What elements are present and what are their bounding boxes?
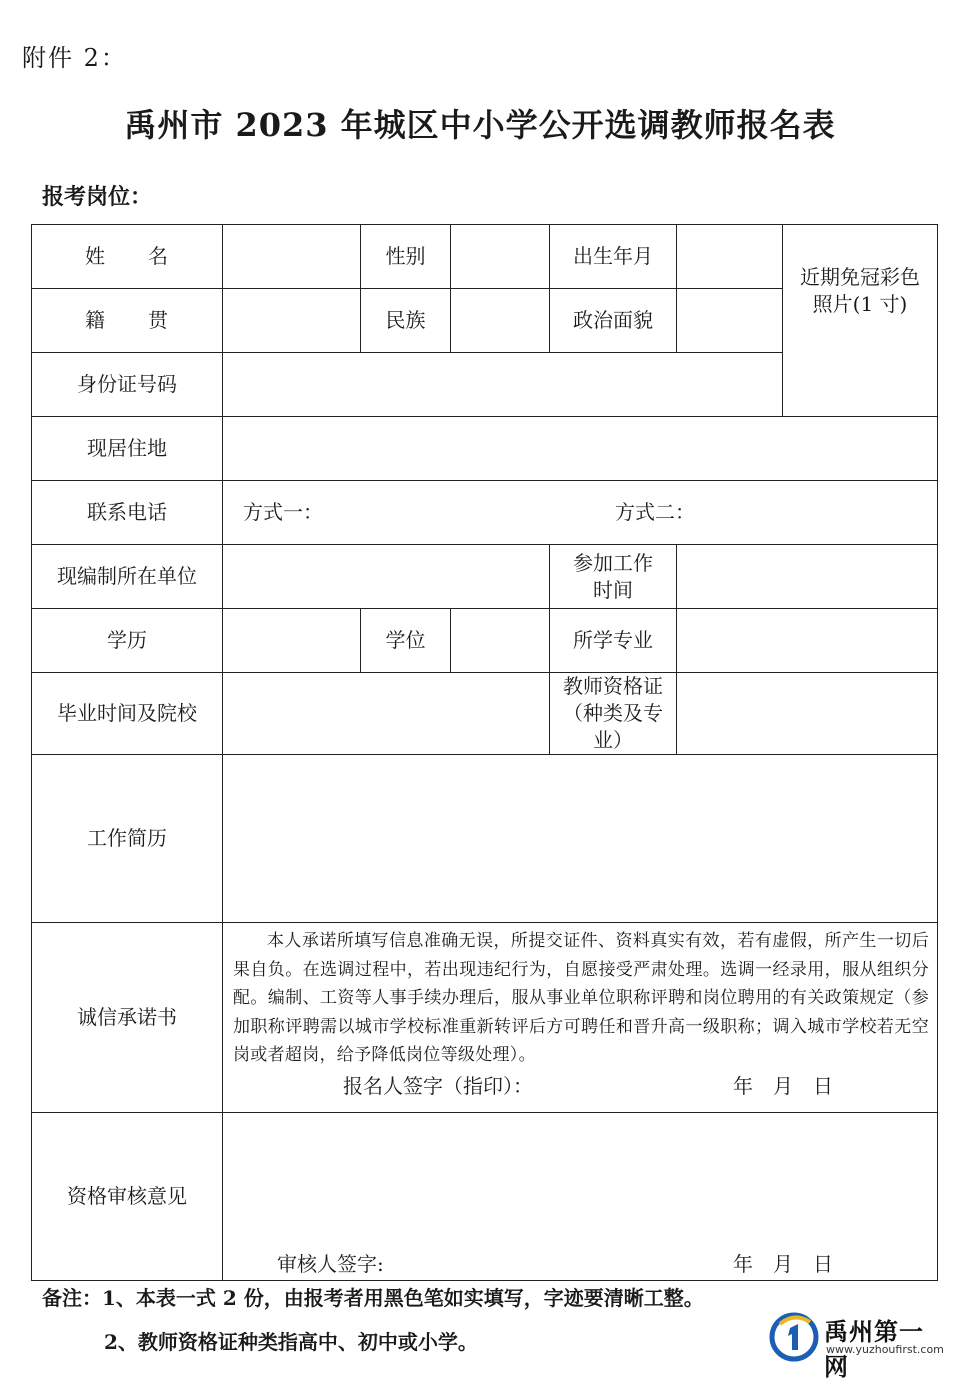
- native-place-field[interactable]: [223, 289, 361, 353]
- review-date-label: 年 月 日: [733, 1252, 833, 1276]
- birth-field[interactable]: [677, 225, 783, 289]
- registration-form-table: [31, 224, 938, 1281]
- photo-label: 近期免冠彩色照片(1 寸): [800, 264, 920, 316]
- photo-box[interactable]: [783, 225, 938, 417]
- name-field[interactable]: [223, 225, 361, 289]
- political-status-field[interactable]: [677, 289, 783, 353]
- phone-field[interactable]: [223, 481, 938, 545]
- native-place-label: 籍 贯: [32, 289, 223, 353]
- name-label: 姓 名: [32, 225, 223, 289]
- id-number-label: 身份证号码: [32, 353, 223, 417]
- phone-label: 联系电话: [32, 481, 223, 545]
- attachment-label: 附件 2：: [22, 44, 127, 72]
- teacher-cert-field[interactable]: [677, 673, 938, 755]
- graduation-field[interactable]: [223, 673, 550, 755]
- position-label: 报考岗位：: [42, 184, 153, 210]
- major-field[interactable]: [677, 609, 938, 673]
- current-unit-label: 现编制所在单位: [32, 545, 223, 609]
- phone-method1-label: 方式一：: [243, 500, 323, 524]
- ethnicity-field[interactable]: [451, 289, 550, 353]
- ethnicity-label: 民族: [361, 289, 451, 353]
- id-number-field[interactable]: [223, 353, 783, 417]
- review-box[interactable]: [223, 1113, 938, 1281]
- work-start-field[interactable]: [677, 545, 938, 609]
- teacher-cert-line1: 教师资格证: [563, 674, 663, 698]
- review-label: 资格审核意见: [32, 1113, 223, 1281]
- political-status-label: 政治面貌: [550, 289, 677, 353]
- graduation-label: 毕业时间及院校: [32, 673, 223, 755]
- form-title: 禹州市 2023 年城区中小学公开选调教师报名表: [124, 106, 836, 144]
- education-label: 学历: [32, 609, 223, 673]
- pledge-label: 诚信承诺书: [32, 923, 223, 1113]
- logo-name: 禹州第一网: [824, 1318, 924, 1381]
- work-start-label: [550, 545, 677, 609]
- pledge-box: [223, 923, 938, 1113]
- pledge-sign-label: 报名人签字（指印）：: [343, 1074, 533, 1098]
- degree-field[interactable]: [451, 609, 550, 673]
- logo-url: www.yuzhoufirst.com: [826, 1343, 944, 1356]
- address-label: 现居住地: [32, 417, 223, 481]
- review-sign-label: 审核人签字:: [277, 1252, 384, 1276]
- note-2: 2、教师资格证种类指高中、初中或小学。: [104, 1330, 478, 1354]
- resume-label: 工作简历: [32, 755, 223, 923]
- major-label: 所学专业: [550, 609, 677, 673]
- note-1: 备注：1、本表一式 2 份，由报考者用黑色笔如实填写，字迹要清晰工整。: [42, 1286, 704, 1310]
- resume-field[interactable]: [223, 755, 938, 923]
- degree-label: 学位: [361, 609, 451, 673]
- birth-label: 出生年月: [550, 225, 677, 289]
- work-start-text: 参加工作时间: [573, 550, 653, 602]
- phone-method2-label: 方式二：: [615, 500, 695, 524]
- current-unit-field[interactable]: [223, 545, 550, 609]
- teacher-cert-line2: （种类及专业）: [563, 701, 663, 752]
- education-field[interactable]: [223, 609, 361, 673]
- logo-icon: [768, 1310, 820, 1362]
- address-field[interactable]: [223, 417, 938, 481]
- pledge-text: 本人承诺所填写信息准确无误，所提交证件、资料真实有效，若有虚假，所产生一切后果自负。在选调过程中，若出现违纪行为，自愿接受严肃处理。选调一经录用，服从组织分配。编制、工资等人事手续办理后，服从事业单位职称评聘和岗位聘用的有关政策规定（参加职称评聘需以城市学校标准重新转评后方可聘任和晋升高一级职称；调入城市学校若无空岗或者超岗，给予降低岗位等级处理）。: [233, 931, 929, 1065]
- gender-label: 性别: [361, 225, 451, 289]
- site-logo[interactable]: [768, 1310, 944, 1381]
- teacher-cert-label: [550, 673, 677, 755]
- gender-field[interactable]: [451, 225, 550, 289]
- pledge-date-label: 年 月 日: [733, 1074, 833, 1098]
